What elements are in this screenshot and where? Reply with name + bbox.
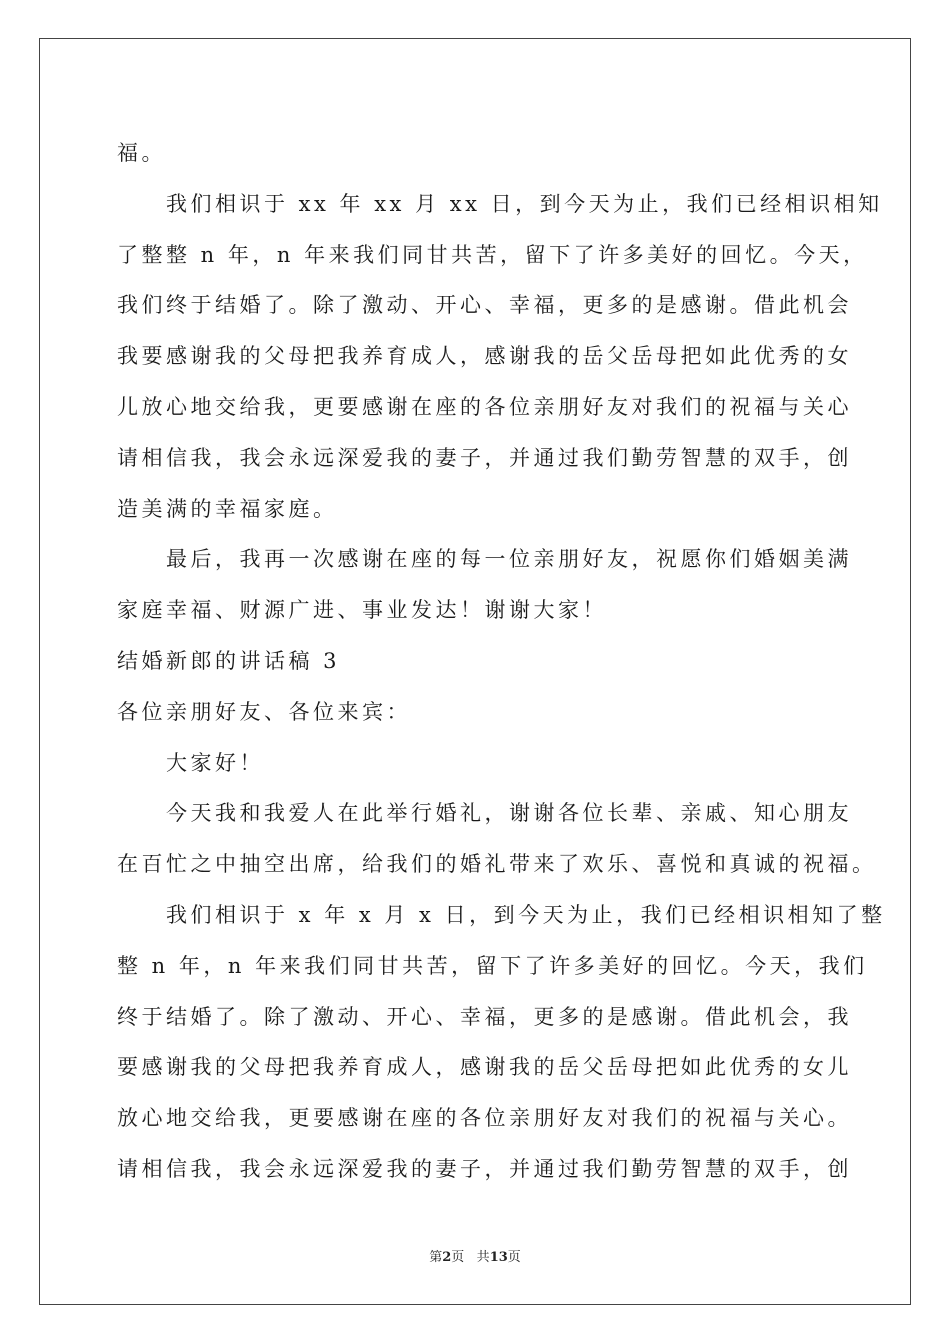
text-line: 终于结婚了。除了激动、开心、幸福，更多的是感谢。借此机会，我	[117, 1004, 852, 1029]
page-prefix: 第	[429, 1250, 443, 1265]
text-line: 家庭幸福、财源广进、事业发达！谢谢大家！	[117, 598, 607, 623]
total-suffix: 页	[507, 1250, 521, 1265]
text-line: 要感谢我的父母把我养育成人，感谢我的岳父岳母把如此优秀的女儿	[117, 1055, 852, 1080]
salutation: 各位亲朋好友、各位来宾：	[117, 699, 411, 724]
text-line: 我们相识于 x 年 x 月 x 日，到今天为止，我们已经相识相知了整	[117, 902, 886, 927]
section-heading: 结婚新郎的讲话稿 3	[117, 648, 341, 673]
text-line: 造美满的幸福家庭。	[117, 496, 338, 521]
page-suffix: 页	[451, 1250, 465, 1265]
text-line: 儿放心地交给我，更要感谢在座的各位亲朋好友对我们的祝福与关心	[117, 394, 852, 419]
text-line: 请相信我，我会永远深爱我的妻子，并通过我们勤劳智慧的双手，创	[117, 445, 852, 470]
text-line: 整 n 年，n 年来我们同甘共苦，留下了许多美好的回忆。今天，我们	[117, 953, 868, 978]
text-line: 请相信我，我会永远深爱我的妻子，并通过我们勤劳智慧的双手，创	[117, 1156, 852, 1181]
text-line: 我要感谢我的父母把我养育成人，感谢我的岳父岳母把如此优秀的女	[117, 344, 852, 369]
text-line: 最后，我再一次感谢在座的每一位亲朋好友，祝愿你们婚姻美满	[117, 547, 852, 572]
greeting: 大家好！	[117, 750, 264, 775]
total-pages: 13	[489, 1250, 508, 1265]
total-prefix: 共	[476, 1250, 490, 1265]
text-line: 今天我和我爱人在此举行婚礼，谢谢各位长辈、亲戚、知心朋友	[117, 801, 852, 826]
page-footer	[0, 1246, 950, 1265]
document-body	[117, 128, 886, 1195]
text-line: 我们终于结婚了。除了激动、开心、幸福，更多的是感谢。借此机会	[117, 293, 852, 318]
text-line: 在百忙之中抽空出席，给我们的婚礼带来了欢乐、喜悦和真诚的祝福。	[117, 852, 877, 877]
page-number: 2	[442, 1250, 452, 1265]
text-line: 了整整 n 年，n 年来我们同甘共苦，留下了许多美好的回忆。今天，	[117, 242, 868, 267]
text-line: 我们相识于 xx 年 xx 月 xx 日，到今天为止，我们已经相识相知	[117, 191, 883, 216]
text-line: 福。	[117, 141, 166, 165]
text-line: 放心地交给我，更要感谢在座的各位亲朋好友对我们的祝福与关心。	[117, 1106, 852, 1131]
